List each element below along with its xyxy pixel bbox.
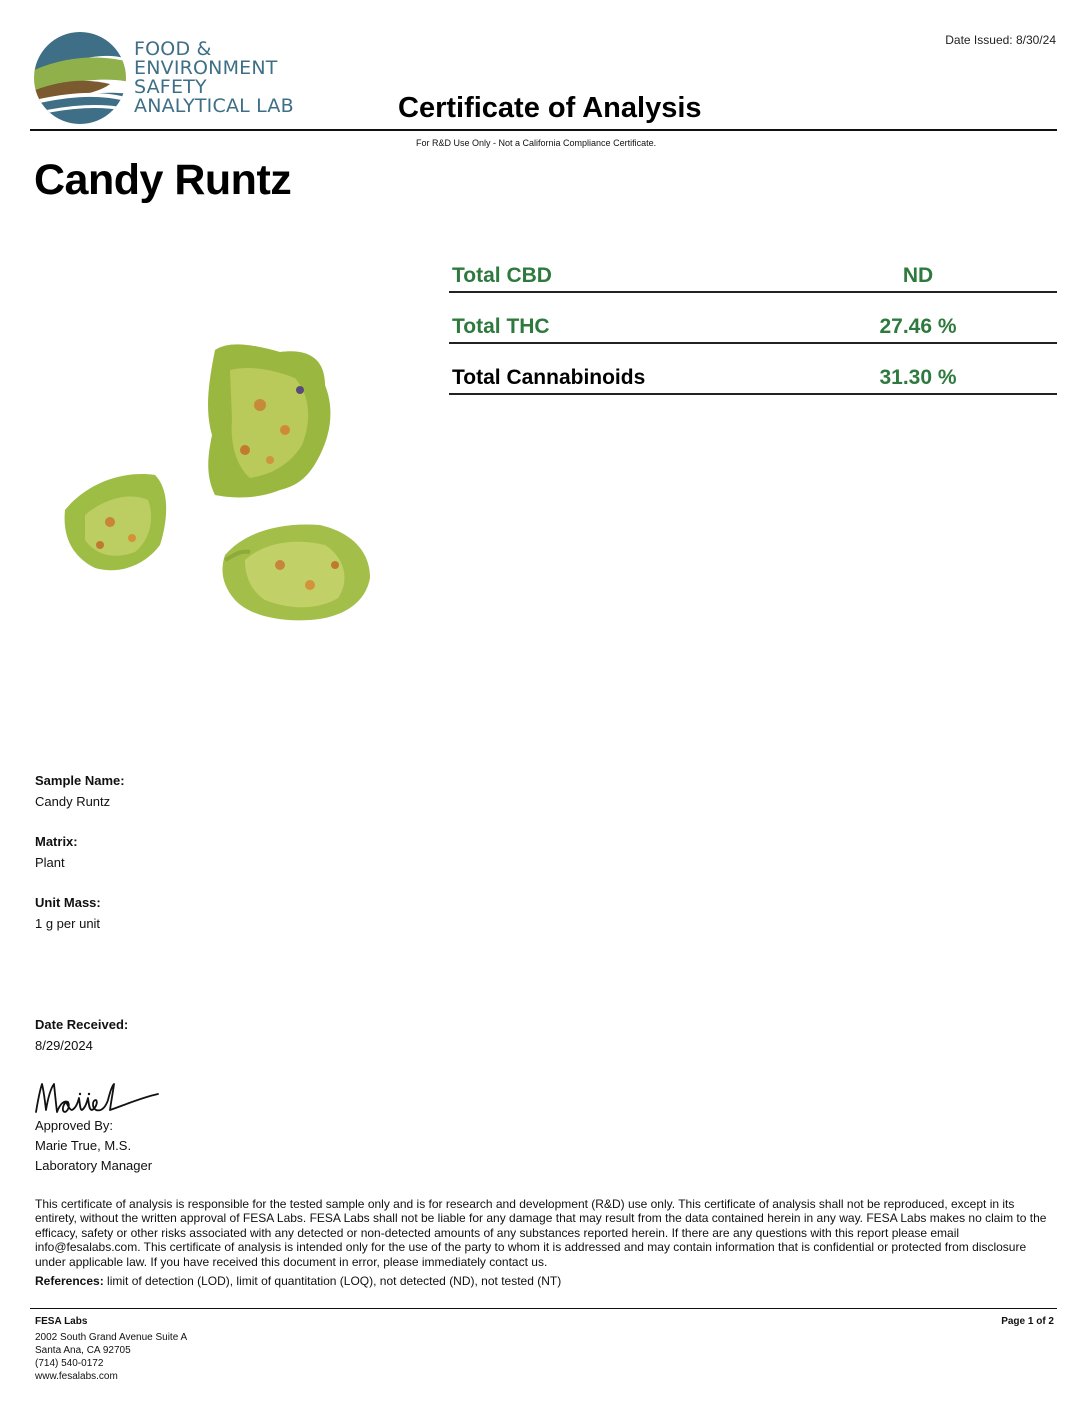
product-name: Candy Runtz [34,156,292,204]
unit-mass-label: Unit Mass: [35,895,101,910]
footer-divider [30,1308,1057,1309]
approver-title: Laboratory Manager [35,1158,153,1173]
potency-value-total-cannabinoids: 31.30 % [879,366,957,389]
matrix-label: Matrix: [35,834,78,849]
approver-name: Marie True, M.S. [35,1138,132,1153]
bud-bottom [222,524,370,620]
product-photo [40,260,390,640]
date-received-label: Date Received: [35,1017,129,1032]
potency-divider [449,393,1057,395]
date-received-value: 8/29/2024 [35,1038,93,1053]
potency-label-thc: Total THC [452,315,550,338]
compliance-note: For R&D Use Only - Not a California Compliance Certificate. [416,138,657,148]
logo-text-line-3: SAFETY [134,76,207,98]
lab-logo [30,30,130,126]
document-title: Certificate of Analysis [398,92,702,124]
logo-text-line-2: ENVIRONMENT [134,57,278,79]
references [35,1274,561,1288]
approved-by-label: Approved By: [35,1118,114,1133]
page-number: Page 1 of 2 [1001,1316,1054,1327]
potency-label-total-cannabinoids: Total Cannabinoids [452,366,646,389]
potency-label-cbd: Total CBD [452,264,552,287]
references-text: limit of detection (LOD), limit of quantitation (LOQ), not detected (ND), not tested (NT) [103,1274,562,1288]
logo-text-line-1: FOOD & [134,38,212,60]
date-issued: Date Issued: 8/30/24 [945,33,1056,47]
matrix-value: Plant [35,855,65,870]
footer-address-line-1: 2002 South Grand Avenue Suite A [35,1332,188,1343]
logo-text-line-4: ANALYTICAL LAB [134,95,294,117]
footer-website: www.fesalabs.com [35,1371,118,1382]
disclaimer-text: This certificate of analysis is responsible for the tested sample only and is for research and development (R&D) use only. This certificate of analysis shall not be reproduced, except in its entirety, without the written approval of FESA Labs. FESA Labs shall not be liable for any damage that may result from the data contained herein in any way. FESA Labs makes no claim to the efficacy, safety or other risks associated with any detected or non-detected amounts of any substances reported herein. If there are any questions with this report please email info@fesalabs.com. This certificate of analysis is intended only for the use of the party to whom it is addressed and may contain information that is confidential or protected from disclosure under applicable law. If you have received this document in error, please immediately contact us. [35,1197,1047,1269]
bud-top [208,344,330,497]
potency-divider [449,342,1057,344]
footer-address-line-2: Santa Ana, CA 92705 [35,1345,131,1356]
header-divider [30,129,1057,131]
potency-value-thc: 27.46 % [879,315,957,338]
references-label: References: [35,1274,104,1288]
bud-left [65,474,167,570]
sample-name-label: Sample Name: [35,773,125,788]
signature [32,1072,164,1120]
footer-company: FESA Labs [35,1316,88,1327]
potency-value-cbd: ND [902,264,934,287]
sample-name-value: Candy Runtz [35,794,111,809]
footer-phone: (714) 540-0172 [35,1358,104,1369]
potency-divider [449,291,1057,293]
unit-mass-value: 1 g per unit [35,916,101,931]
